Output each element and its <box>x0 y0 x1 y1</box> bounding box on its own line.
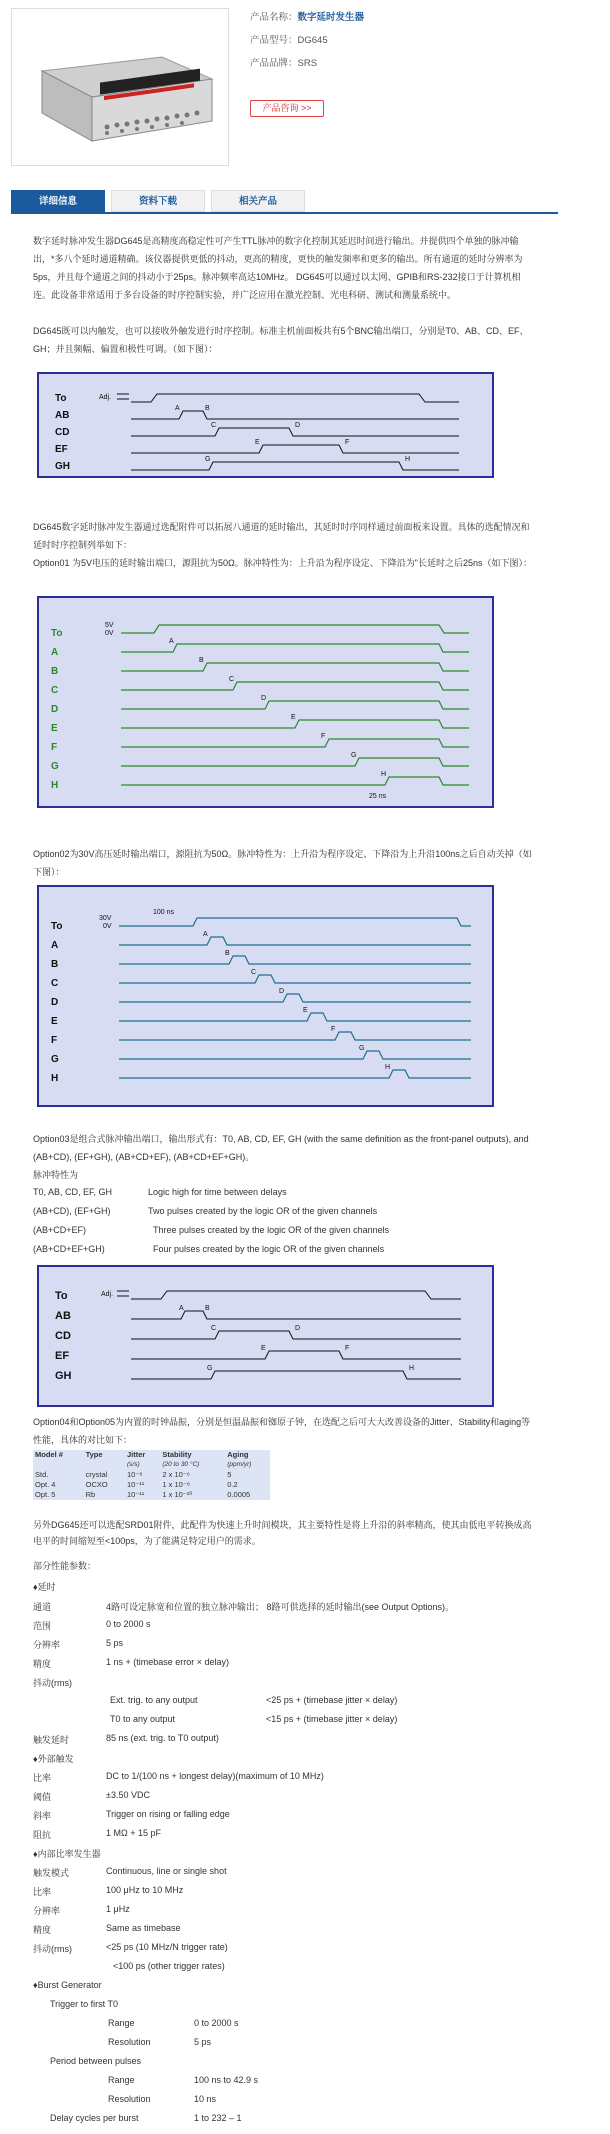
logic-key-1: T0, AB, CD, EF, GH <box>33 1187 113 1197</box>
opt2-marker-e: E <box>303 1007 308 1014</box>
opt2-marker-f: F <box>331 1026 336 1033</box>
spec-value: <25 ps + (timebase jitter × delay) <box>266 1695 398 1705</box>
product-name-row <box>250 10 580 33</box>
opt2-marker-a: A <box>203 931 208 938</box>
opt1-marker-c: C <box>229 676 235 683</box>
opt3-label-ef: EF <box>55 1350 70 1362</box>
logic-key-2: (AB+CD), (EF+GH) <box>33 1206 111 1216</box>
table-subheader-row <box>33 1460 270 1470</box>
opt1-marker-h: H <box>381 771 387 778</box>
opt1-marker-g: G <box>351 752 357 759</box>
option01-text: Option01 为5V电压的延时输出端口，源阻抗为50Ω。脉冲特性为：上升沿为程序设定、下降沿为"长延时之后25ns（如下图）： <box>33 558 532 568</box>
logic-val-1: Logic high for time between delays <box>148 1187 287 1197</box>
table-cell: 5 <box>227 1470 232 1479</box>
spec-key: 比率 <box>33 1887 52 1897</box>
table-cell: Std. <box>35 1470 49 1479</box>
opt1-label-c: C <box>51 685 59 696</box>
spec-value: <100 ps (other trigger rates) <box>113 1961 225 1971</box>
table-header: Model # <box>35 1450 63 1459</box>
spec-value: Trigger on rising or falling edge <box>106 1809 230 1819</box>
table-cell: Rb <box>85 1490 96 1499</box>
marker-e: E <box>255 439 260 446</box>
table-row <box>33 1490 270 1500</box>
opt2-label-a: A <box>51 940 59 951</box>
spec-value: 100 ns to 42.9 s <box>194 2075 259 2085</box>
opt2-marker-d: D <box>279 988 285 995</box>
spec-value: <25 ps (10 MHz/N trigger rate) <box>106 1942 228 1952</box>
table-subheader: (20 to 30 °C) <box>162 1461 200 1468</box>
table-row <box>33 1480 270 1490</box>
tab-related[interactable]: 相关产品 <box>211 190 305 212</box>
opt2-label-h: H <box>51 1073 59 1084</box>
spec-key: 分辨率 <box>33 1640 61 1650</box>
spec-subsection-trigger-first: Trigger to first T0 <box>50 1999 119 2009</box>
opt1-label-g: G <box>51 761 59 772</box>
option04-05-text: Option04和Option05为内置的时钟晶振，分别是恒温晶振和铷原子钟，在选配之后可大大改善设备的Jitter、Stability和aging等性能，具体的对比如下： <box>33 1417 531 1445</box>
tab-details[interactable]: 详细信息 <box>11 190 105 212</box>
spec-key: 阻抗 <box>33 1830 52 1840</box>
product-model-row <box>250 33 580 56</box>
spec-key: 抖动(rms) <box>33 1678 72 1688</box>
table-cell: 1 x 10⁻⁸ <box>162 1480 190 1489</box>
spec-value: 5 ps <box>194 2037 212 2047</box>
spec-key: T0 to any output <box>110 1714 176 1724</box>
table-subheader <box>84 1460 125 1470</box>
opt1-label-e: E <box>51 723 58 734</box>
opt3-label-gh: GH <box>55 1370 72 1382</box>
marker-h: H <box>405 456 411 463</box>
opt1-marker-e: E <box>291 714 296 721</box>
spec-value: <15 ps + (timebase jitter × delay) <box>266 1714 398 1724</box>
opt2-label-b: B <box>51 959 59 970</box>
opt3-marker-h: H <box>409 1365 415 1372</box>
channel-label-ab: AB <box>55 410 70 421</box>
marker-b: B <box>205 405 210 412</box>
spec-value: Same as timebase <box>106 1923 181 1933</box>
channel-label-gh: GH <box>55 461 70 472</box>
timing-diagram-option02 <box>37 885 494 1107</box>
specs-intro: 部分性能参数： <box>33 1561 97 1571</box>
table-cell: 0.0005 <box>227 1490 251 1499</box>
spec-value: Continuous, line or single shot <box>106 1866 227 1876</box>
table-subheader: (s/s) <box>126 1461 140 1468</box>
opt2-level-30v: 30V <box>99 915 112 922</box>
timebase-table <box>33 1450 270 1500</box>
table-cell: 10⁻⁸ <box>126 1470 143 1479</box>
spec-key: Range <box>108 2075 135 2085</box>
logic-val-4: Four pulses created by the logic OR of the given channels <box>153 1244 385 1254</box>
spec-key: 比率 <box>33 1773 52 1783</box>
spec-value: 85 ns (ext. trig. to T0 output) <box>106 1733 219 1743</box>
logic-key-3: (AB+CD+EF) <box>33 1225 87 1235</box>
inquiry-button[interactable]: 产品咨询 >> <box>250 100 324 117</box>
intro-paragraph-3: DG645数字延时脉冲发生器通过选配附件可以拓展八通道的延时输出，其延时时序同样通过前面板来设置。具体的选配情况和延时时序控制列举如下： <box>33 522 530 550</box>
opt3-marker-e: E <box>261 1345 266 1352</box>
opt2-label-c: C <box>51 978 59 989</box>
table-row <box>33 1470 270 1480</box>
spec-key: Range <box>108 2018 135 2028</box>
opt3-label-ab: AB <box>55 1310 71 1322</box>
spec-key: 触发模式 <box>33 1868 70 1878</box>
logic-val-3: Three pulses created by the logic OR of the given channels <box>153 1225 390 1235</box>
opt2-label-d: D <box>51 997 59 1008</box>
opt3-marker-a: A <box>179 1305 184 1312</box>
product-brand-row <box>250 56 580 79</box>
option02-text: Option02为30V高压延时输出端口，源阻抗为50Ω。脉冲特性为：上升沿为程序设定、下降沿为上升沿100ns之后自动关掉（如下图）： <box>33 849 532 877</box>
table-cell: Opt. 5 <box>35 1490 56 1499</box>
opt3-label-t0: To <box>55 1290 68 1302</box>
opt2-marker-h: H <box>385 1064 391 1071</box>
spec-key: 斜率 <box>33 1811 52 1821</box>
opt3-marker-g: G <box>207 1365 213 1372</box>
timing-diagram-option03 <box>37 1265 494 1407</box>
table-cell: Opt. 4 <box>35 1480 56 1489</box>
opt1-level-5v: 5V <box>105 622 114 629</box>
intro-paragraph-2: DG645既可以内触发，也可以接收外触发进行时序控制。标准主机前面板共有5个BNC输出端口，分别是T0、AB、CD、EF、GH；并且频幅、偏置和极性可调。（如下图）： <box>33 326 529 354</box>
spec-value: 4路可设定脉宽和位置的独立脉冲输出； 8路可供选择的延时输出(see Output Options)。 <box>106 1602 455 1612</box>
spec-subsection-period: Period between pulses <box>50 2056 142 2066</box>
opt1-marker-b: B <box>199 657 204 664</box>
product-name: 数字延时发生器 <box>297 12 365 23</box>
opt1-marker-a: A <box>169 638 174 645</box>
table-cell: crystal <box>85 1470 108 1479</box>
table-cell: OCXO <box>85 1480 108 1489</box>
option03-text: Option03是组合式脉冲输出端口，输出形式有：T0, AB, CD, EF, GH (with the same definition as the front-panel outputs), and (AB+CD), (EF+GH), (AB+CD+EF), (AB+CD+EF+GH)。 <box>33 1134 529 1162</box>
opt2-label-e: E <box>51 1016 58 1027</box>
product-name-label: 产品名称： <box>250 12 298 23</box>
opt2-note-100ns: 100 ns <box>153 909 175 916</box>
spec-section-ext-trigger: ♦外部触发 <box>33 1754 74 1764</box>
marker-d: D <box>295 422 301 429</box>
product-model-label: 产品型号： <box>250 35 298 46</box>
product-info <box>250 10 580 79</box>
spec-value: 10 ns <box>194 2094 217 2104</box>
table-header: Type <box>85 1450 103 1459</box>
spec-section-internal-rate: ♦内部比率发生器 <box>33 1849 101 1859</box>
channel-label-ef: EF <box>55 444 68 455</box>
spec-key: Resolution <box>108 2037 151 2047</box>
table-header-row <box>33 1450 270 1460</box>
spec-section-burst: ♦Burst Generator <box>33 1980 102 1990</box>
spec-key: 阈值 <box>33 1792 52 1802</box>
spec-section-delay: ♦延时 <box>33 1582 56 1592</box>
opt3-marker-f: F <box>345 1345 350 1352</box>
opt1-label-h: H <box>51 780 59 791</box>
product-image <box>11 8 229 166</box>
opt1-label-a: A <box>51 647 59 658</box>
marker-g: G <box>205 456 211 463</box>
spec-key: 触发延时 <box>33 1735 70 1745</box>
intro-paragraph-1: 数字延时脉冲发生器DG645是高精度高稳定性可产生TTL脉冲的数字化控制其延迟时间进行输出。并提供四个单独的脉冲输出，*多八个延时通道精确。该仪器提供更低的抖动，更高的精度，更快的触发频率和更多的输出。所有通道的延时分辨率为5ps，并且每个通道之间的抖动小于25ps。脉冲频率高达10MHz。 DG645可以通过以太网、GPIB和RS-232接口于计算机相连。此设备非常适用于多台设备的时序控制实验，并广泛应用在激光控制、光电科研、测试和测量系统中。 <box>33 236 523 300</box>
table-header: Aging <box>227 1450 249 1459</box>
opt3-adj-label: Adj. <box>101 1291 114 1298</box>
spec-value: 100 μHz to 10 MHz <box>106 1885 184 1895</box>
opt1-label-d: D <box>51 704 59 715</box>
spec-value: 1 MΩ + 15 pF <box>106 1828 162 1838</box>
spec-key: Resolution <box>108 2094 151 2104</box>
table-subheader <box>33 1460 84 1470</box>
opt2-label-t0: To <box>51 921 63 932</box>
opt2-label-f: F <box>51 1035 58 1046</box>
opt2-level-0v: 0V <box>103 923 112 930</box>
spec-key: 分辨率 <box>33 1906 61 1916</box>
marker-f: F <box>345 439 350 446</box>
table-header: Jitter <box>126 1450 146 1459</box>
product-model: DG645 <box>297 35 328 46</box>
table-cell: 0.2 <box>227 1480 238 1489</box>
table-cell: 2 x 10⁻⁶ <box>162 1470 190 1479</box>
spec-value: 0 to 2000 s <box>194 2018 239 2028</box>
spec-value: 5 ps <box>106 1638 124 1648</box>
table-cell: 10⁻¹¹ <box>126 1480 145 1489</box>
spec-key: 精度 <box>33 1925 52 1935</box>
product-brand-label: 产品品牌： <box>250 58 298 69</box>
opt3-label-cd: CD <box>55 1330 71 1342</box>
instrument-picture <box>12 9 228 165</box>
table-cell: 1 x 10⁻¹⁰ <box>162 1490 193 1499</box>
channel-label-t0: To <box>55 393 67 404</box>
opt2-label-g: G <box>51 1054 59 1065</box>
table-subheader: (ppm/yr) <box>227 1461 252 1468</box>
spec-value: ±3.50 VDC <box>106 1790 150 1800</box>
opt1-label-t0: To <box>51 628 63 639</box>
marker-c: C <box>211 422 217 429</box>
spec-key: Delay cycles per burst <box>50 2113 139 2123</box>
spec-key: 精度 <box>33 1659 52 1669</box>
logic-val-2: Two pulses created by the logic OR of the given channels <box>148 1206 378 1216</box>
spec-key: 通道 <box>33 1602 52 1612</box>
tab-bar <box>11 190 558 214</box>
opt2-marker-g: G <box>359 1045 365 1052</box>
opt1-marker-d: D <box>261 695 267 702</box>
option03-pulse-title: 脉冲特性为 <box>33 1170 79 1180</box>
channel-label-cd: CD <box>55 427 70 438</box>
spec-key: 范围 <box>33 1621 52 1631</box>
opt1-level-0v: 0V <box>105 630 114 637</box>
tab-downloads[interactable]: 资料下载 <box>111 190 205 212</box>
opt1-label-f: F <box>51 742 58 753</box>
opt2-marker-b: B <box>225 950 230 957</box>
opt1-note-25ns: 25 ns <box>369 793 387 800</box>
table-cell: 10⁻¹¹ <box>126 1490 145 1499</box>
spec-value: DC to 1/(100 ns + longest delay)(maximum of 10 MHz) <box>106 1771 324 1781</box>
spec-value: 0 to 2000 s <box>106 1619 151 1629</box>
spec-value: 1 ns + (timebase error × delay) <box>106 1657 230 1667</box>
opt1-label-b: B <box>51 666 59 677</box>
timing-diagram-front-panel <box>37 372 494 478</box>
adj-label: Adj. <box>99 394 112 401</box>
table-header: Stability <box>162 1450 192 1459</box>
spec-key: Ext. trig. to any output <box>110 1695 198 1705</box>
timing-diagram-option01 <box>37 596 494 808</box>
srd01-text: 另外DG645还可以选配SRD01附件，此配件为快速上升时间模块，其主要特性是将上升沿的斜率精高，使其由低电平转换成高电平的时间缩短至<100ps，为了能满足特定用户的需求。 <box>33 1520 532 1546</box>
opt3-marker-c: C <box>211 1325 217 1332</box>
opt3-marker-d: D <box>295 1325 301 1332</box>
opt3-marker-b: B <box>205 1305 210 1312</box>
spec-key: 抖动(rms) <box>33 1944 72 1954</box>
logic-key-4: (AB+CD+EF+GH) <box>33 1244 105 1254</box>
spec-value: 1 to 232 – 1 <box>194 2113 242 2123</box>
opt1-marker-f: F <box>321 733 326 740</box>
opt2-marker-c: C <box>251 969 257 976</box>
marker-a: A <box>175 405 180 412</box>
product-brand: SRS <box>297 58 318 69</box>
spec-value: 1 μHz <box>106 1904 130 1914</box>
